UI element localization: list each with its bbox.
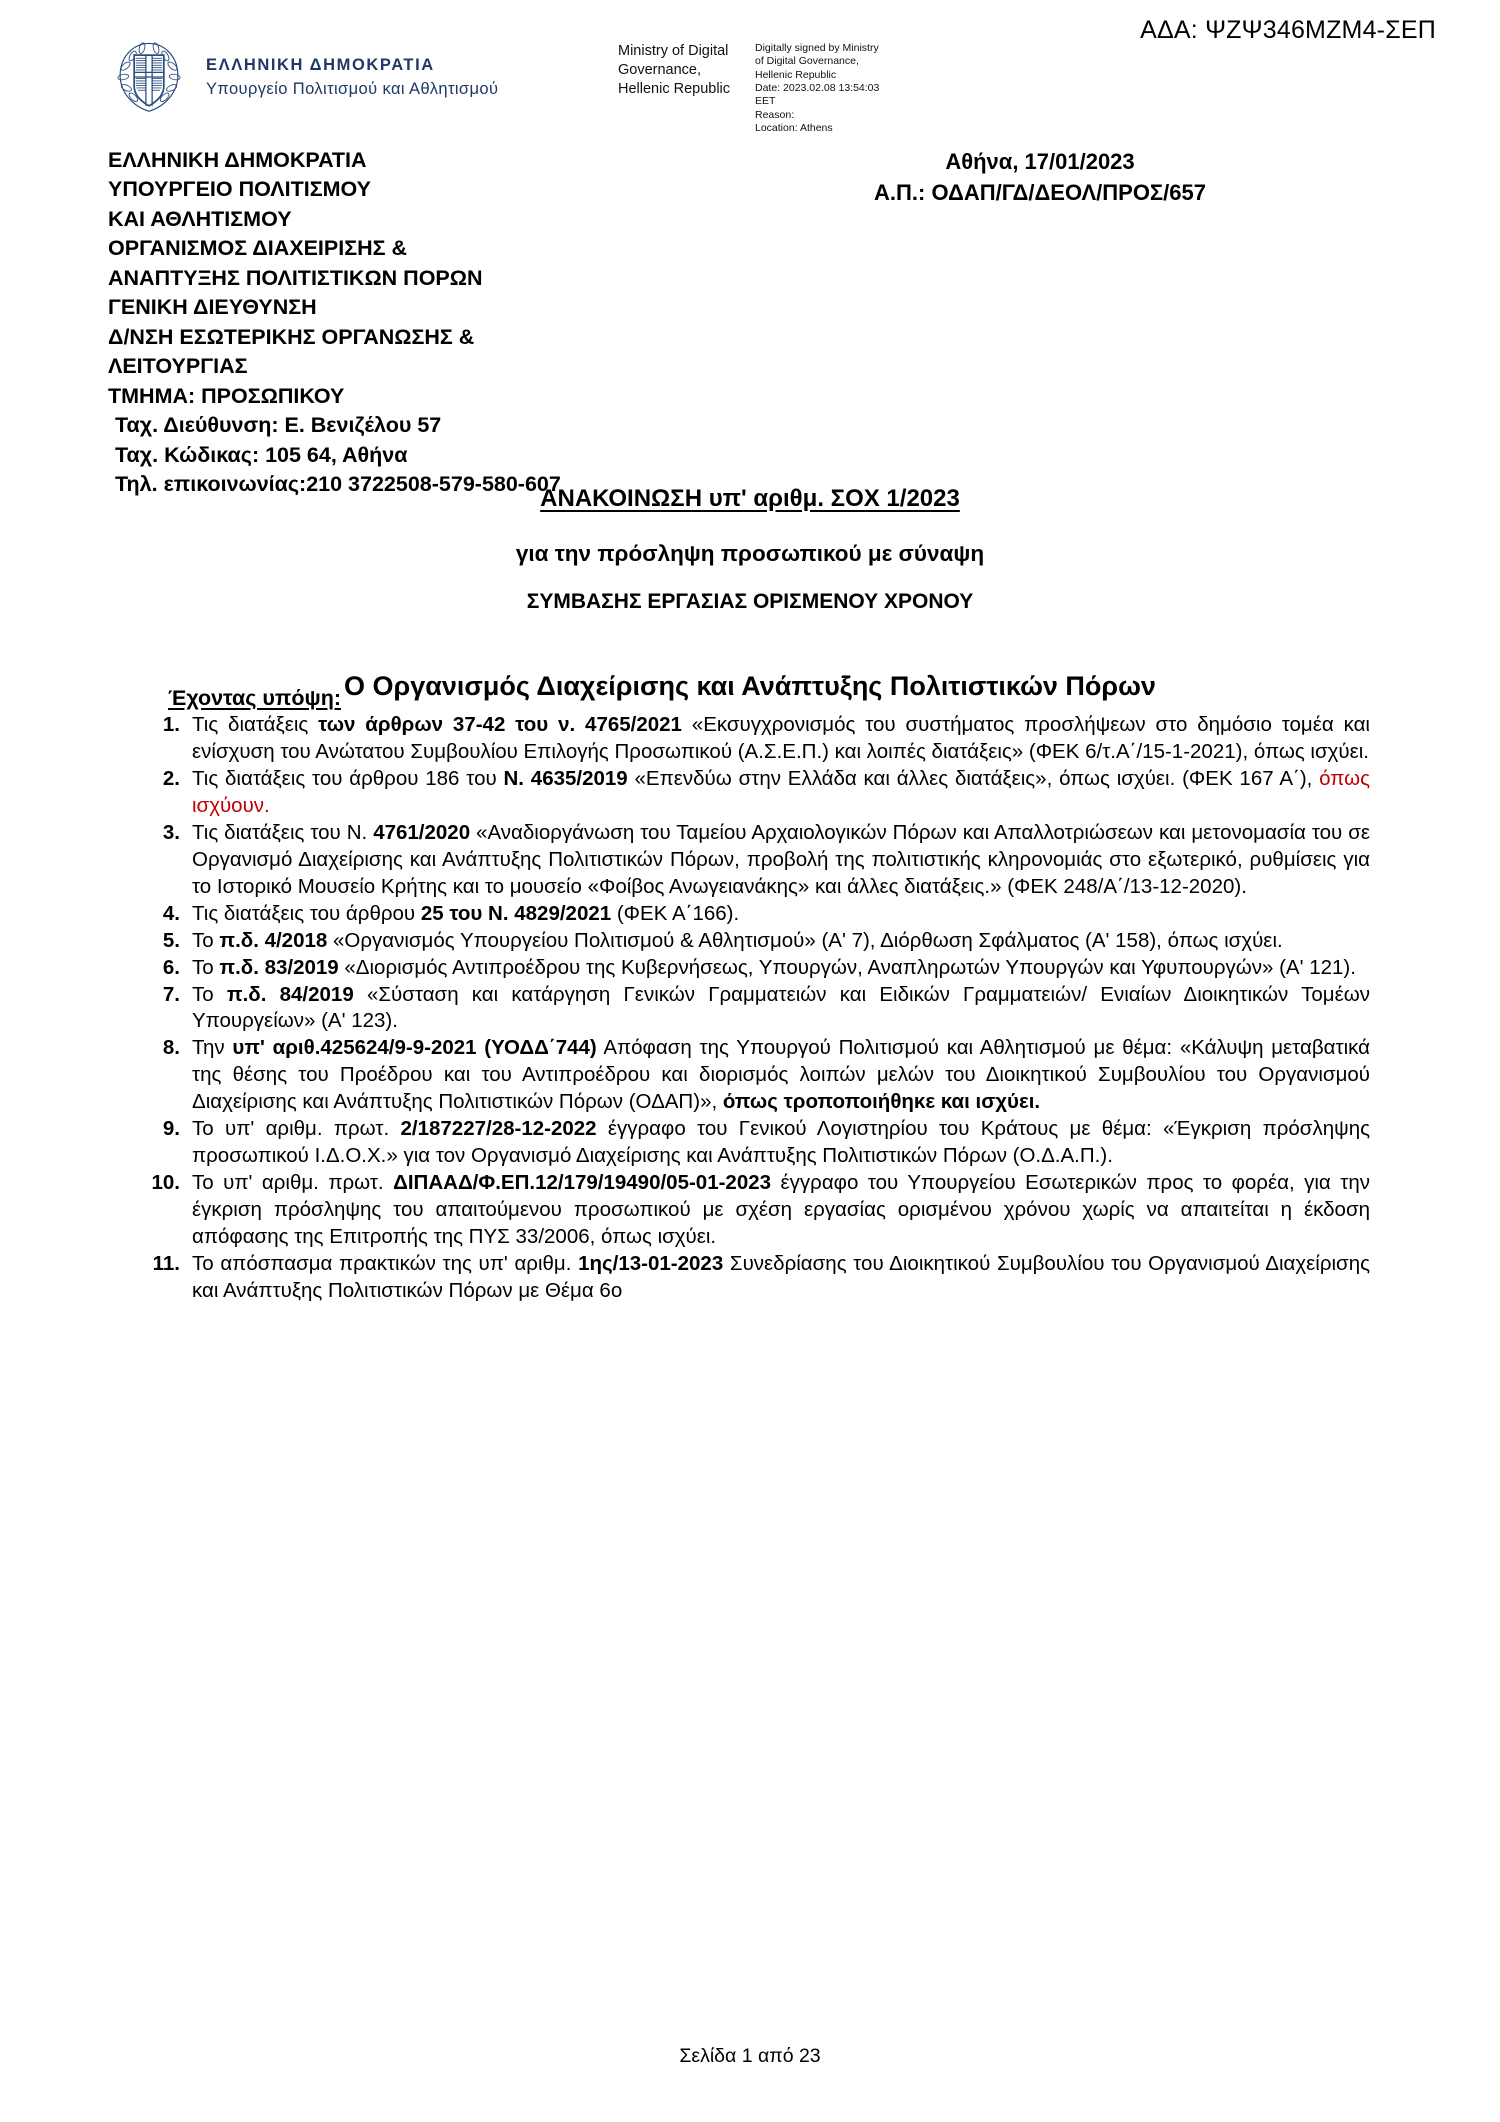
signature-detail-line: Digitally signed by Ministry	[755, 42, 879, 54]
page-footer: Σελίδα 1 από 23	[679, 2045, 821, 2067]
digital-signature-stamp	[618, 42, 930, 135]
legal-reference-emphasis: Ν. 4635/2019	[503, 766, 628, 790]
legal-reference-item	[140, 901, 1370, 928]
legal-reference-emphasis: υπ' αριθ.425624/9-9-2021 (ΥΟΔΔ΄744)	[232, 1036, 597, 1060]
letterhead-row-street: Ταχ. Διεύθυνση: Ε. Βενιζέλου 57	[115, 413, 442, 438]
legal-reference-number: 5.	[162, 928, 180, 952]
legal-reference-run: Το	[192, 928, 220, 952]
legal-reference-run: «Σύσταση και κατάργηση Γενικών Γραμματειών και Ειδικών Γραμματειών/ Ενιαίων Διοικητικών Τομέων Υπουργείων» (Α' 123).	[192, 982, 1370, 1033]
announcement-subtitle-2: ΣΥΜΒΑΣΗΣ ΕΡΓΑΣΙΑΣ ΟΡΙΣΜΕΝΟΥ ΧΡΟΝΟΥ	[526, 590, 974, 614]
legal-reference-item	[140, 1035, 1370, 1116]
legal-reference-number: 11.	[152, 1252, 180, 1276]
legal-reference-text	[192, 928, 1370, 955]
legal-reference-run: Τις διατάξεις του άρθρου 186 του	[192, 766, 504, 790]
letterhead-row: ΛΕΙΤΟΥΡΓΙΑΣ	[108, 354, 248, 379]
legal-reference-emphasis: π.δ. 84/2019	[226, 982, 354, 1006]
letterhead-row-department: ΤΜΗΜΑ: ΠΡΟΣΩΠΙΚΟΥ	[108, 383, 345, 408]
legal-references-list	[140, 712, 1370, 1305]
signature-details	[755, 42, 930, 135]
legal-reference-number: 4.	[162, 901, 180, 925]
legal-reference-run: Το απόσπασμα πρακτικών της υπ' αριθμ.	[192, 1252, 579, 1276]
legal-reference-run: όπως ισχύουν.	[192, 766, 1371, 817]
legal-reference-emphasis: π.δ. 4/2018	[219, 928, 328, 952]
legal-reference-emphasis: 4761/2020	[373, 820, 471, 844]
letterhead-row-phone: Τηλ. επικοινωνίας:210 3722508-579-580-607	[115, 471, 561, 496]
hellenic-republic-coat-of-arms-icon	[110, 38, 188, 116]
letterhead-row: ΕΛΛΗΝΙΚΗ ΔΗΜΟΚΡΑΤΙΑ	[108, 148, 367, 172]
legal-reference-item	[140, 955, 1370, 982]
signature-authority-line-2: Governance,	[618, 62, 702, 79]
title-block	[0, 482, 1500, 706]
legal-reference-item	[140, 1170, 1370, 1251]
legal-reference-number: 3.	[162, 820, 180, 844]
letterhead-row: ΓΕΝΙΚΗ ΔΙΕΥΘΥΝΣΗ	[108, 295, 317, 320]
legal-reference-run: «Οργανισμός Υπουργείου Πολιτισμού & Αθλητισμού» (Α' 7), Διόρθωση Σφάλματος (Α' 158), όπως ισχύει.	[327, 928, 1283, 952]
legal-reference-run: «Αναδιοργάνωση του Ταμείου Αρχαιολογικών Πόρων και Απαλλοτριώσεων και μετονομασία του σε Οργανισμό Διαχείρισης και Ανάπτυξης Πολιτιστικών Πόρων, προβολή της πολιτιστικής κληρονομιάς στο εξωτερικό, ρυθμίσεις για το Ιστορικό Μουσείο Κρήτης και το μουσείο «Φοίβος Ανωγειανάκης» και άλλες διατάξεις.» (ΦΕΚ 248/Α΄/13-12-2020).	[192, 820, 1370, 898]
signature-authority-line-1: Ministry of Digital	[618, 43, 729, 59]
issuing-organization-title: Ο Οργανισμός Διαχείρισης και Ανάπτυξης Πολιτιστικών Πόρων	[344, 671, 1156, 702]
legal-reference-run: Απόφαση της Υπουργού Πολιτισμού και Αθλητισμού με θέμα: «Κάλυψη μεταβατικά της θέσης του Προέδρου και του Αντιπροέδρου και διορισμός λοιπών μελών του Διοικητικού Συμβουλίου του Οργανισμού Διαχείρισης και Ανάπτυξης Πολιτιστικών Πόρων (ΟΔΑΠ)»,	[192, 1036, 1370, 1114]
letterhead-row: ΑΝΑΠΤΥΞΗΣ ΠΟΛΙΤΙΣΤΙΚΩΝ ΠΟΡΩΝ	[108, 265, 483, 290]
letterhead-address-block	[108, 146, 728, 499]
legal-reference-text	[192, 982, 1370, 1036]
signature-detail-line: Hellenic Republic	[755, 68, 837, 81]
legal-reference-number: 9.	[162, 1117, 180, 1141]
letterhead-row: ΟΡΓΑΝΙΣΜΟΣ ΔΙΑΧΕΙΡΙΣΗΣ &	[108, 236, 408, 261]
legal-reference-run: «Επενδύω στην Ελλάδα και άλλες διατάξεις», όπως ισχύει. (ΦΕΚ 167 Α΄),	[627, 766, 1320, 790]
legal-reference-emphasis: π.δ. 83/2019	[219, 955, 339, 979]
legal-reference-emphasis: όπως τροποποιήθηκε και ισχύει.	[722, 1090, 1041, 1114]
legal-reference-number: 8.	[162, 1036, 180, 1060]
legal-reference-item	[140, 1116, 1370, 1170]
signature-detail-line: EET	[755, 95, 776, 108]
signature-detail-line: of Digital Governance,	[755, 55, 859, 68]
legal-reference-run: Το	[192, 955, 220, 979]
legal-reference-emphasis: των άρθρων 37-42 του ν. 4765/2021	[318, 713, 682, 736]
signature-detail-line: Location: Athens	[755, 121, 833, 134]
legal-reference-run: Το	[192, 982, 227, 1006]
legal-reference-emphasis: ΔΙΠΑΑΔ/Φ.ΕΠ.12/179/19490/05-01-2023	[393, 1171, 772, 1195]
legal-reference-text	[192, 1251, 1370, 1305]
legal-reference-run: Την	[192, 1036, 233, 1060]
wordmark-line-1: ΕΛΛΗΝΙΚΗ ΔΗΜΟΚΡΑΤΙΑ	[206, 55, 435, 74]
legal-reference-text	[192, 766, 1370, 820]
letterhead-row: ΚΑΙ ΑΘΛΗΤΙΣΜΟΥ	[108, 206, 292, 231]
document-date: Αθήνα, 17/01/2023	[945, 149, 1135, 174]
legal-reference-run: «Διορισμός Αντιπροέδρου της Κυβερνήσεως, Υπουργών, Αναπληρωτών Υπουργών και Υφυπουργών» (Α' 121).	[338, 955, 1356, 979]
legal-reference-number: 2.	[162, 766, 180, 790]
legal-reference-run: Συνεδρίασης του Διοικητικού Συμβουλίου του Οργανισμού Διαχείρισης και Ανάπτυξης Πολιτιστικών Πόρων με Θέμα 6ο	[192, 1252, 1370, 1303]
legal-reference-emphasis: 2/187227/28-12-2022	[400, 1117, 597, 1141]
announcement-subtitle-1: για την πρόσληψη προσωπικού με σύναψη	[515, 540, 985, 566]
legal-reference-item	[140, 712, 1370, 766]
signature-authority	[618, 42, 748, 99]
legal-reference-text	[192, 955, 1370, 982]
legal-reference-text	[192, 820, 1370, 901]
legal-reference-run: έγγραφο του Γενικού Λογιστηρίου του Κράτους με θέμα: «Έγκριση πρόσληψης προσωπικού Ι.Δ.Ο.Χ.» για τον Οργανισμό Διαχείρισης και Ανάπτυξης Πολιτιστικών Πόρων (Ο.Δ.Α.Π.).	[192, 1117, 1370, 1168]
letterhead-row: ΥΠΟΥΡΓΕΙΟ ΠΟΛΙΤΙΣΜΟΥ	[108, 177, 371, 202]
legal-reference-item	[140, 982, 1370, 1036]
wordmark-line-2: Υπουργείο Πολιτισμού και Αθλητισμού	[206, 79, 499, 98]
legal-reference-run: Τις διατάξεις	[192, 713, 319, 736]
legal-reference-emphasis: 1ης/13-01-2023	[578, 1252, 724, 1276]
legal-reference-item	[140, 820, 1370, 901]
signature-detail-line: Date: 2023.02.08 13:54:03	[755, 81, 880, 94]
ada-identifier: ΑΔΑ: ΨΖΨ346ΜΖΜ4-ΣΕΠ	[1140, 16, 1436, 44]
legal-reference-run: έγγραφο του Υπουργείου Εσωτερικών προς το φορέα, για την έγκριση πρόσληψης του απαιτούμενου προσωπικού με σχέση εργασίας ορισμένου χρόνου χωρίς να απαιτείται η έκδοση απόφασης της Επιτροπής της ΠΥΣ 33/2006, όπως ισχύει.	[192, 1171, 1370, 1249]
legal-reference-run: Τις διατάξεις του άρθρου	[192, 901, 421, 925]
legal-reference-text	[192, 1035, 1370, 1116]
document-protocol-number: Α.Π.: ΟΔΑΠ/ΓΔ/ΔΕΟΛ/ΠΡΟΣ/657	[874, 180, 1206, 206]
signature-detail-line: Reason:	[755, 108, 795, 121]
considering-heading: Έχοντας υπόψη:	[168, 686, 341, 710]
legal-reference-number: 10.	[151, 1171, 180, 1195]
announcement-title: ΑΝΑΚΟΙΝΩΣΗ υπ' αριθμ. ΣΟΧ 1/2023	[540, 485, 960, 512]
letterhead-logo-group	[110, 38, 498, 116]
legal-reference-emphasis: 25 του Ν. 4829/2021	[420, 901, 612, 925]
legal-reference-item	[140, 1251, 1370, 1305]
document-reference-block	[640, 146, 1440, 208]
legal-reference-text	[192, 712, 1370, 766]
legal-reference-item	[140, 928, 1370, 955]
legal-reference-run: «Εκσυγχρονισμός του συστήματος προσλήψεων στο δημόσιο τομέα και ενίσχυση του Ανώτατου Συμβουλίου Επιλογής Προσωπικού (Α.Σ.Ε.Π.) και λοιπές διατάξεις» (ΦΕΚ 6/τ.Α΄/15-1-2021), όπως ισχύει.	[192, 713, 1370, 763]
legal-reference-run: Το υπ' αριθμ. πρωτ.	[192, 1171, 394, 1195]
legal-reference-text	[192, 901, 1370, 928]
ministry-wordmark	[206, 55, 498, 99]
letterhead-row: Δ/ΝΣΗ ΕΣΩΤΕΡΙΚΗΣ ΟΡΓΑΝΩΣΗΣ &	[108, 324, 475, 349]
legal-reference-item	[140, 766, 1370, 820]
letterhead-row-postal-code: Ταχ. Κώδικας: 105 64, Αθήνα	[115, 442, 408, 467]
legal-reference-number: 1.	[162, 713, 180, 736]
legal-reference-text	[192, 1116, 1370, 1170]
legal-reference-number: 6.	[162, 955, 180, 979]
legal-reference-run: Τις διατάξεις του Ν.	[192, 820, 374, 844]
legal-reference-run: Το υπ' αριθμ. πρωτ.	[192, 1117, 401, 1141]
legal-reference-text	[192, 1170, 1370, 1251]
legal-reference-number: 7.	[162, 982, 180, 1006]
legal-reference-run: (ΦΕΚ Α΄166).	[611, 901, 740, 925]
signature-authority-line-3: Hellenic Republic	[618, 81, 731, 98]
